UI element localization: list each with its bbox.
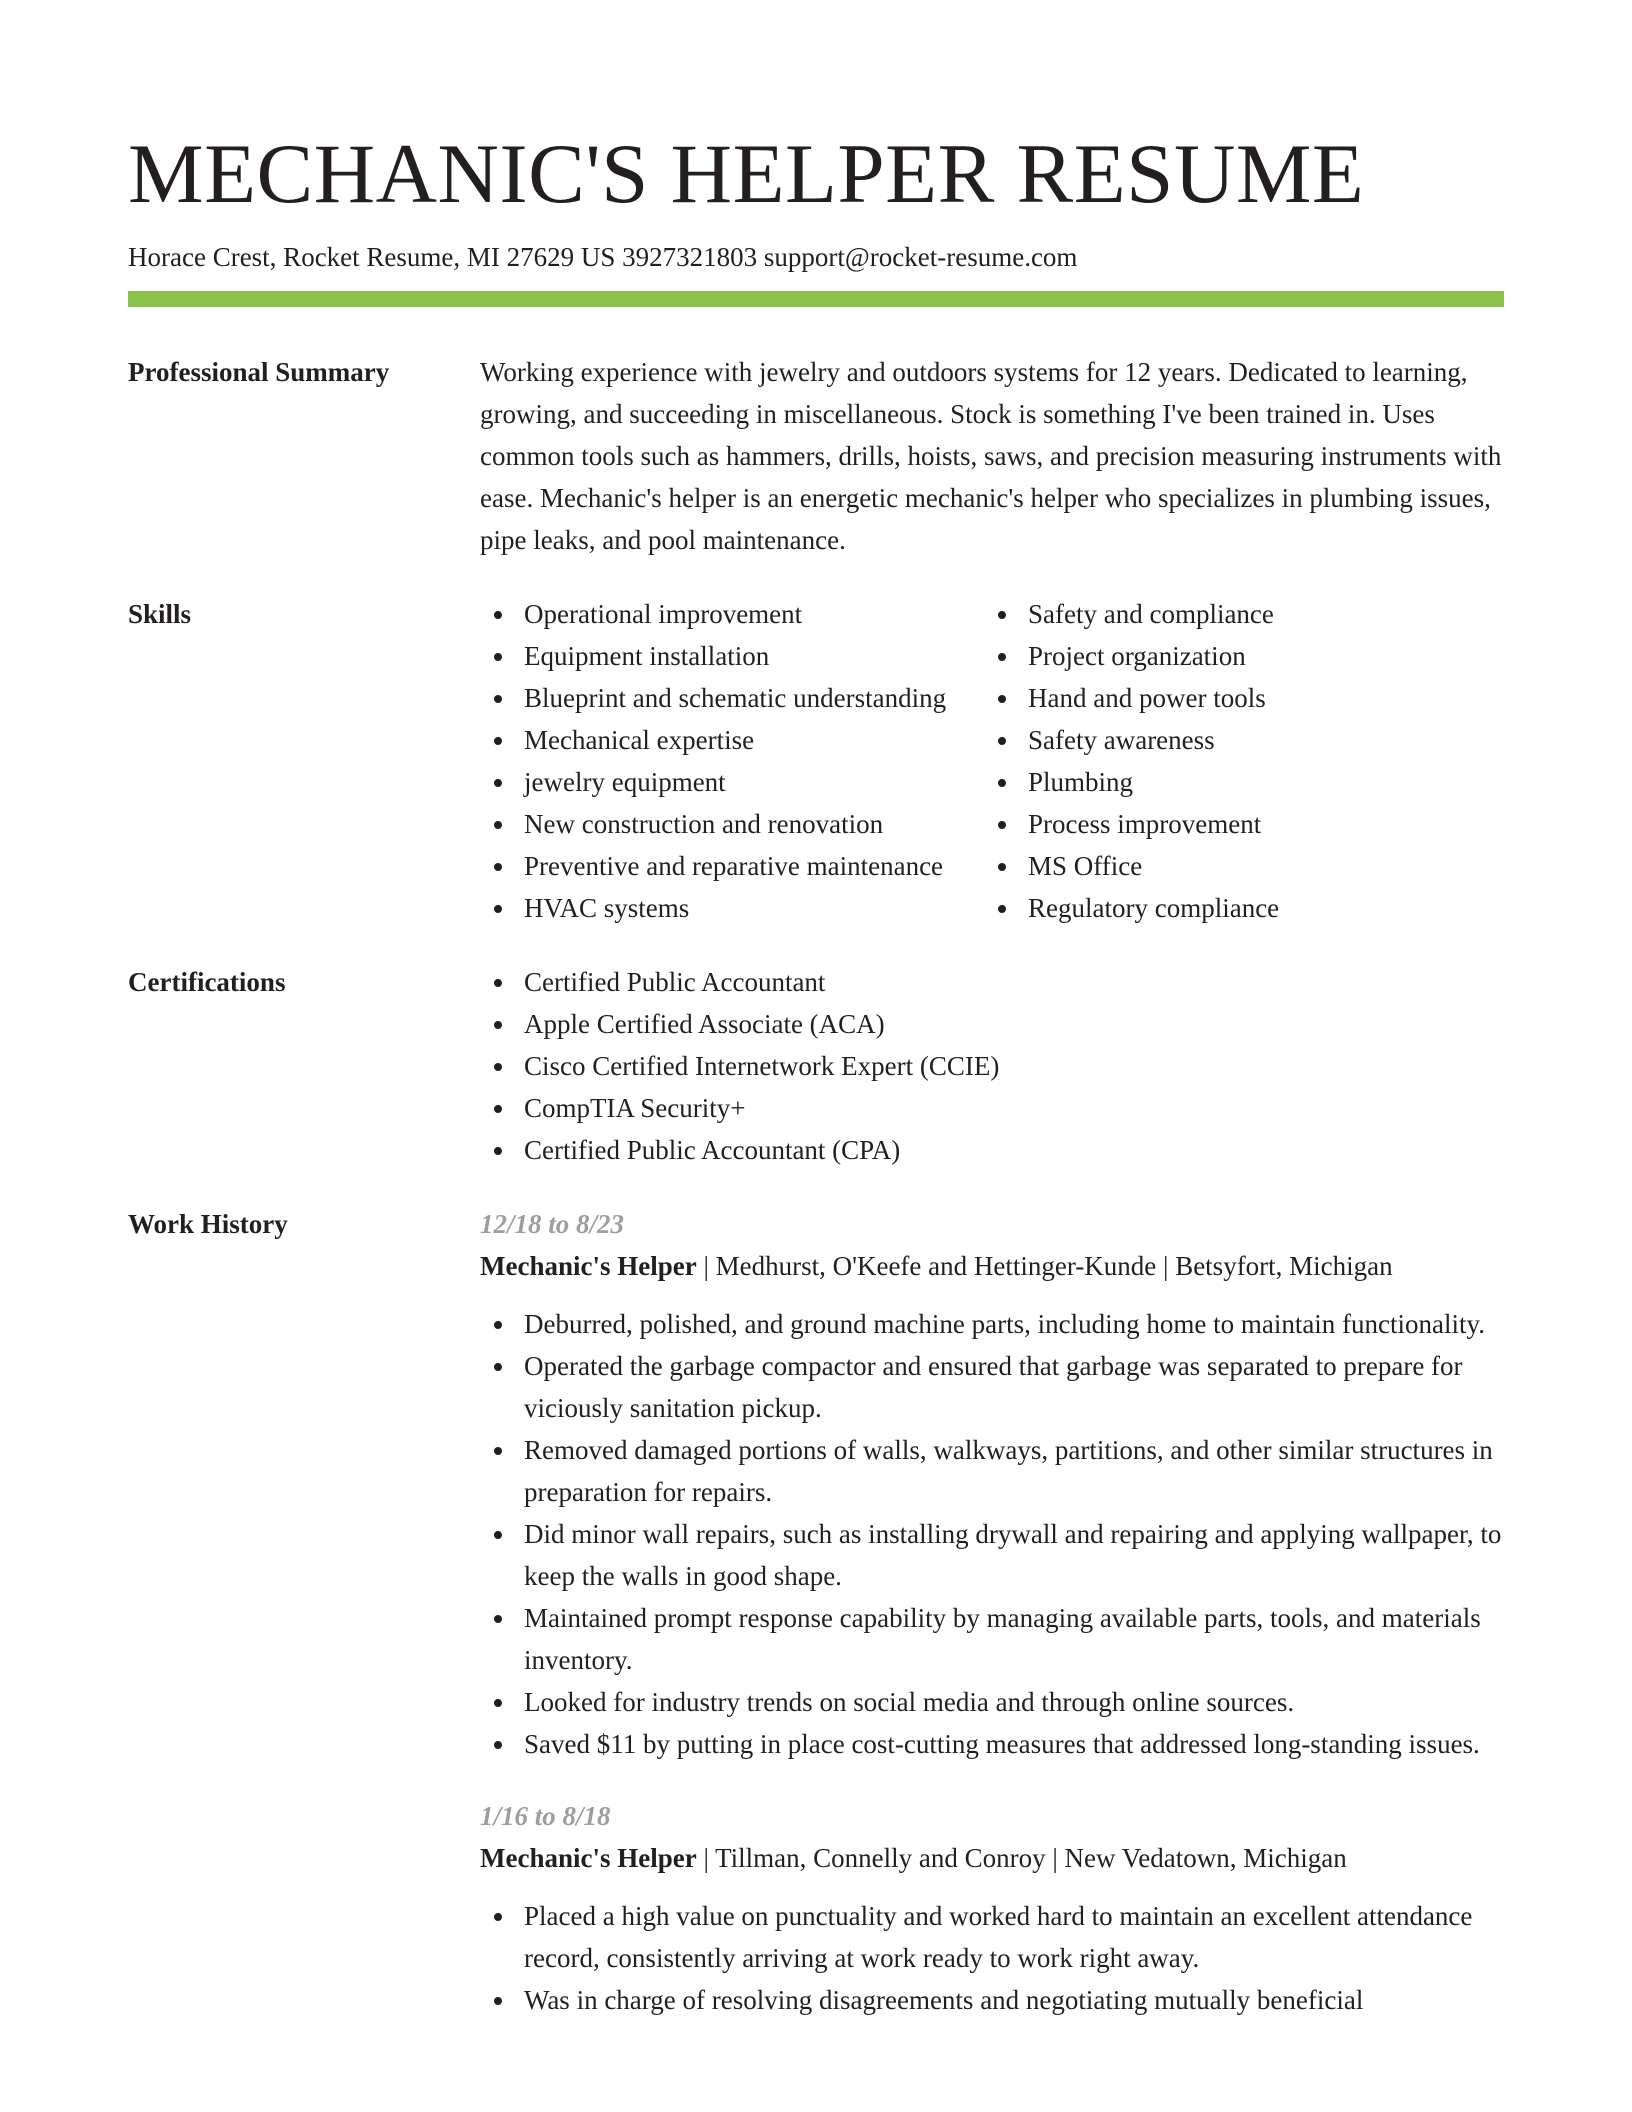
skills-section: [128, 593, 1504, 929]
skill-item: MS Office: [984, 845, 1504, 887]
resume-page: [128, 124, 1504, 2021]
skills-column-2: [984, 593, 1504, 929]
certification-item: Cisco Certified Internetwork Expert (CCIE): [480, 1045, 1504, 1087]
skill-item: Regulatory compliance: [984, 887, 1504, 929]
job-duty-item: Saved $11 by putting in place cost-cutting measures that addressed long-standing issues.: [480, 1723, 1504, 1765]
job-duties-list: [480, 1895, 1504, 2021]
skills-column-1: [480, 593, 984, 929]
certification-item: CompTIA Security+: [480, 1087, 1504, 1129]
skill-item: Process improvement: [984, 803, 1504, 845]
skill-item: Equipment installation: [480, 635, 984, 677]
job-duty-item: Looked for industry trends on social media and through online sources.: [480, 1681, 1504, 1723]
page-title: MECHANIC'S HELPER RESUME: [128, 127, 1365, 221]
job-duty-item: Deburred, polished, and ground machine parts, including home to maintain functionality.: [480, 1303, 1504, 1345]
skills-grid: [480, 593, 1504, 929]
skill-item: Plumbing: [984, 761, 1504, 803]
skill-item: Mechanical expertise: [480, 719, 984, 761]
job-duty-item: Did minor wall repairs, such as installing drywall and repairing and applying wallpaper, to keep the walls in good shape.: [480, 1513, 1504, 1597]
job-duty-item: Placed a high value on punctuality and worked hard to maintain an excellent attendance record, consistently arriving at work ready to work right away.: [480, 1895, 1504, 1979]
summary-text: Working experience with jewelry and outdoors systems for 12 years. Dedicated to learning, growing, and succeeding in miscellaneous. Stock is something I've been trained in. Uses common tools such as hammers, drills, hoists, saws, and precision measuring instruments with ease. Mechanic's helper is an energetic mechanic's helper who specializes in plumbing issues, pipe leaks, and pool maintenance.: [480, 357, 1502, 555]
job-duty-item: Operated the garbage compactor and ensured that garbage was separated to prepare for viciously sanitation pickup.: [480, 1345, 1504, 1429]
job-dates: 1/16 to 8/18: [480, 1801, 611, 1831]
job-heading: [480, 1245, 1504, 1287]
work-history-section: [128, 1203, 1504, 2021]
skill-item: Preventive and reparative maintenance: [480, 845, 984, 887]
certifications-section: [128, 961, 1504, 1171]
summary-section: [128, 351, 1504, 561]
certification-item: Certified Public Accountant: [480, 961, 1504, 1003]
skill-item: Project organization: [984, 635, 1504, 677]
accent-divider: [128, 291, 1504, 307]
certification-item: Apple Certified Associate (ACA): [480, 1003, 1504, 1045]
job-duty-item: Was in charge of resolving disagreements and negotiating mutually beneficial: [480, 1979, 1504, 2021]
contact-line: Horace Crest, Rocket Resume, MI 27629 US 3927321803 support@rocket-resume.com: [128, 242, 1078, 272]
job-dates: 12/18 to 8/23: [480, 1209, 625, 1239]
certification-item: Certified Public Accountant (CPA): [480, 1129, 1504, 1171]
section-label-skills: Skills: [128, 599, 192, 629]
job-details: | Tillman, Connelly and Conroy | New Vedatown, Michigan: [696, 1843, 1347, 1873]
certifications-list: [480, 961, 1504, 1171]
job-duty-item: Removed damaged portions of walls, walkways, partitions, and other similar structures in preparation for repairs.: [480, 1429, 1504, 1513]
section-label-certifications: Certifications: [128, 967, 286, 997]
job-heading: [480, 1837, 1504, 1879]
job-duties-list: [480, 1303, 1504, 1765]
job-entry: [480, 1203, 1504, 1765]
skill-item: Operational improvement: [480, 593, 984, 635]
skill-item: Safety and compliance: [984, 593, 1504, 635]
job-entry: [480, 1795, 1504, 2021]
job-duty-item: Maintained prompt response capability by managing available parts, tools, and materials inventory.: [480, 1597, 1504, 1681]
job-role: Mechanic's Helper: [480, 1843, 697, 1873]
section-label-summary: Professional Summary: [128, 357, 390, 387]
section-label-work-history: Work History: [128, 1209, 288, 1239]
skill-item: Blueprint and schematic understanding: [480, 677, 984, 719]
skill-item: Hand and power tools: [984, 677, 1504, 719]
skill-item: Safety awareness: [984, 719, 1504, 761]
work-history-body: [480, 1203, 1504, 2021]
skill-item: New construction and renovation: [480, 803, 984, 845]
skill-item: HVAC systems: [480, 887, 984, 929]
job-role: Mechanic's Helper: [480, 1251, 697, 1281]
job-details: | Medhurst, O'Keefe and Hettinger-Kunde | Betsyfort, Michigan: [696, 1251, 1393, 1281]
skill-item: jewelry equipment: [480, 761, 984, 803]
